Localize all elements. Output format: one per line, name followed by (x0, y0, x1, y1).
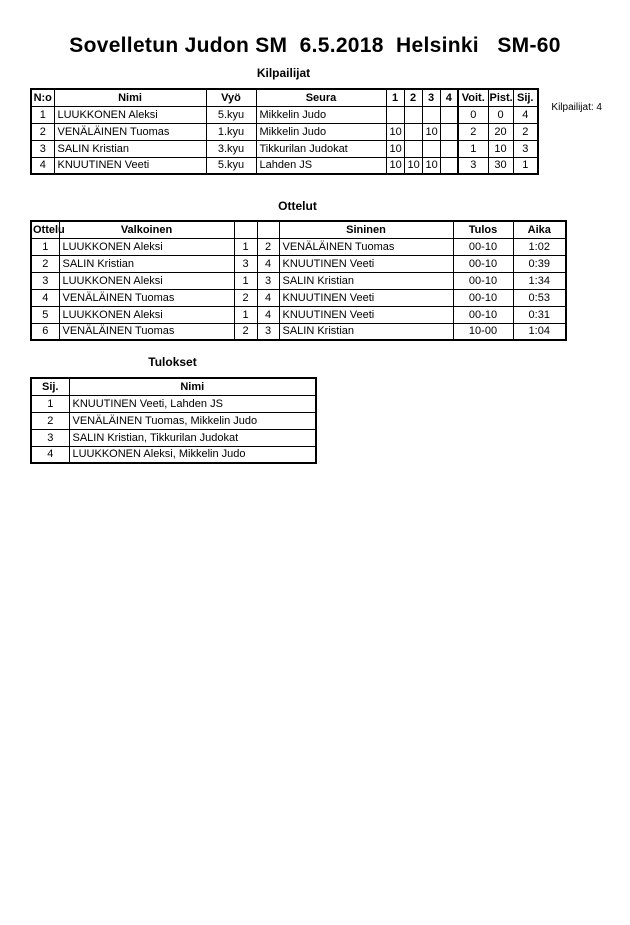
table-cell: LUUKKONEN Aleksi, Mikkelin Judo (69, 446, 316, 463)
table-cell: 2 (234, 323, 257, 340)
column-header: 3 (422, 89, 440, 106)
table-cell: 2 (31, 255, 59, 272)
table-cell: 0:39 (513, 255, 566, 272)
column-header: Pist. (488, 89, 513, 106)
table-cell: SALIN Kristian (54, 140, 206, 157)
table-cell: SALIN Kristian (59, 255, 234, 272)
table-cell (440, 157, 458, 174)
table-cell: VENÄLÄINEN Tuomas (54, 123, 206, 140)
section-title-tulokset: Tulokset (148, 355, 197, 369)
table-cell: 6 (31, 323, 59, 340)
table-cell: 00-10 (453, 238, 513, 255)
table-cell: 2 (257, 238, 279, 255)
column-header: Aika (513, 221, 566, 238)
column-header (234, 221, 257, 238)
table-row (31, 255, 566, 272)
table-row (31, 140, 538, 157)
table-cell (440, 140, 458, 157)
table-row (31, 238, 566, 255)
section-title-kilpailijat: Kilpailijat (256, 66, 311, 80)
table-row (31, 412, 316, 429)
matches-table (30, 220, 567, 341)
table-cell: LUUKKONEN Aleksi (59, 306, 234, 323)
table-cell: 1:02 (513, 238, 566, 255)
table-cell: 10 (386, 157, 404, 174)
table-cell: 10-00 (453, 323, 513, 340)
table-cell: Mikkelin Judo (256, 106, 386, 123)
column-header: 4 (440, 89, 458, 106)
section-title-ottelut: Ottelut (278, 199, 317, 213)
table-row (31, 157, 538, 174)
table-cell: 0 (488, 106, 513, 123)
column-header: N:o (31, 89, 54, 106)
results-table (30, 377, 317, 464)
table-cell: 3 (513, 140, 538, 157)
table-cell: 5 (31, 306, 59, 323)
table-cell: 1 (31, 238, 59, 255)
table-cell: 3 (31, 140, 54, 157)
results-page (0, 34, 630, 925)
table-cell: 4 (257, 255, 279, 272)
table-cell: KNUUTINEN Veeti (279, 306, 453, 323)
table-header-row (31, 221, 566, 238)
table-cell: KNUUTINEN Veeti (279, 289, 453, 306)
table-cell: LUUKKONEN Aleksi (59, 272, 234, 289)
table-cell: 0:53 (513, 289, 566, 306)
table-cell: LUUKKONEN Aleksi (59, 238, 234, 255)
table-cell: 4 (513, 106, 538, 123)
table-header-row (31, 89, 538, 106)
table-cell: LUUKKONEN Aleksi (54, 106, 206, 123)
column-header: 1 (386, 89, 404, 106)
table-cell: Tikkurilan Judokat (256, 140, 386, 157)
column-header: Seura (256, 89, 386, 106)
table-cell: KNUUTINEN Veeti (54, 157, 206, 174)
table-cell: 1 (234, 272, 257, 289)
table-row (31, 306, 566, 323)
table-cell: 3 (234, 255, 257, 272)
competitors-count-note: Kilpailijat: 4 (551, 102, 602, 113)
column-header: Sij. (513, 89, 538, 106)
table-row (31, 106, 538, 123)
column-header: Vyö (206, 89, 256, 106)
table-cell: 1:34 (513, 272, 566, 289)
table-cell: 5.kyu (206, 157, 256, 174)
table-cell: VENÄLÄINEN Tuomas, Mikkelin Judo (69, 412, 316, 429)
table-cell: 2 (31, 412, 69, 429)
competitors-table (30, 88, 539, 175)
column-header: Voit. (458, 89, 488, 106)
table-cell: VENÄLÄINEN Tuomas (279, 238, 453, 255)
table-row (31, 429, 316, 446)
table-cell: 2 (234, 289, 257, 306)
table-cell: 3 (31, 429, 69, 446)
column-header: Sij. (31, 378, 69, 395)
table-cell: 4 (257, 289, 279, 306)
table-cell (422, 140, 440, 157)
table-cell: 20 (488, 123, 513, 140)
table-cell: 2 (31, 123, 54, 140)
table-cell (404, 106, 422, 123)
table-row (31, 323, 566, 340)
table-cell: Mikkelin Judo (256, 123, 386, 140)
table-cell: Lahden JS (256, 157, 386, 174)
table-row (31, 272, 566, 289)
table-cell: 3.kyu (206, 140, 256, 157)
table-cell (386, 106, 404, 123)
table-cell (440, 106, 458, 123)
table-row (31, 446, 316, 463)
table-row (31, 123, 538, 140)
table-cell: 10 (386, 123, 404, 140)
table-cell: 2 (458, 123, 488, 140)
page-title: Sovelletun Judon SM 6.5.2018 Helsinki SM-60 (69, 34, 561, 57)
table-cell: 30 (488, 157, 513, 174)
table-cell: 1 (31, 106, 54, 123)
column-header: Tulos (453, 221, 513, 238)
table-cell: 1 (31, 395, 69, 412)
table-cell: 3 (31, 272, 59, 289)
column-header: Ottelu (31, 221, 59, 238)
table-cell: 1:04 (513, 323, 566, 340)
column-header: Nimi (69, 378, 316, 395)
column-header: Sininen (279, 221, 453, 238)
table-cell: 10 (386, 140, 404, 157)
table-cell: 4 (31, 446, 69, 463)
table-cell: 1.kyu (206, 123, 256, 140)
table-cell: 00-10 (453, 306, 513, 323)
table-cell: KNUUTINEN Veeti (279, 255, 453, 272)
table-cell: KNUUTINEN Veeti, Lahden JS (69, 395, 316, 412)
column-header: Nimi (54, 89, 206, 106)
table-cell: 4 (257, 306, 279, 323)
table-cell: SALIN Kristian, Tikkurilan Judokat (69, 429, 316, 446)
table-cell: 2 (513, 123, 538, 140)
table-cell (422, 106, 440, 123)
table-cell: SALIN Kristian (279, 323, 453, 340)
table-cell: 10 (422, 157, 440, 174)
table-cell: 3 (458, 157, 488, 174)
table-cell: 1 (513, 157, 538, 174)
table-row (31, 395, 316, 412)
column-header: 2 (404, 89, 422, 106)
table-cell: 00-10 (453, 272, 513, 289)
table-cell: 1 (234, 238, 257, 255)
table-cell: 4 (31, 289, 59, 306)
table-cell: 10 (422, 123, 440, 140)
table-cell: 3 (257, 323, 279, 340)
table-cell: 4 (31, 157, 54, 174)
table-cell: 0:31 (513, 306, 566, 323)
table-cell: 0 (458, 106, 488, 123)
table-row (31, 289, 566, 306)
table-cell: 10 (404, 157, 422, 174)
table-cell: VENÄLÄINEN Tuomas (59, 323, 234, 340)
table-cell: 10 (488, 140, 513, 157)
table-cell (440, 123, 458, 140)
table-cell: 1 (234, 306, 257, 323)
table-cell: 00-10 (453, 289, 513, 306)
table-cell (404, 123, 422, 140)
table-cell: 3 (257, 272, 279, 289)
table-cell (404, 140, 422, 157)
table-cell: VENÄLÄINEN Tuomas (59, 289, 234, 306)
table-cell: 1 (458, 140, 488, 157)
table-cell: 00-10 (453, 255, 513, 272)
table-cell: 5.kyu (206, 106, 256, 123)
column-header (257, 221, 279, 238)
column-header: Valkoinen (59, 221, 234, 238)
table-cell: SALIN Kristian (279, 272, 453, 289)
table-header-row (31, 378, 316, 395)
